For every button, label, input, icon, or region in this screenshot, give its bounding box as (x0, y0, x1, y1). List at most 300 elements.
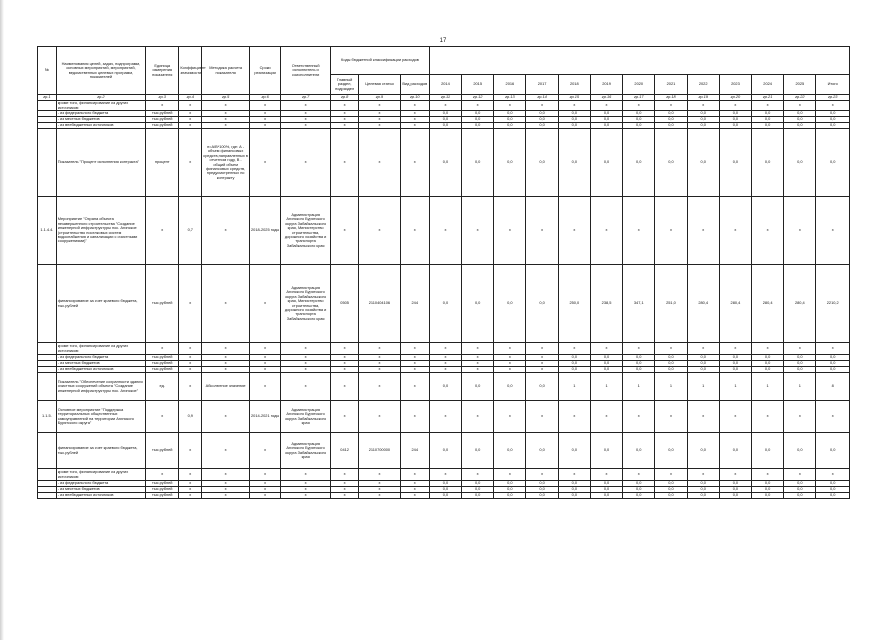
table-cell: х (494, 401, 526, 433)
table-cell: 0,7 (179, 197, 202, 265)
table-cell: Администрация Агинского Бурятского округа Забайкальского края (281, 401, 331, 433)
table-cell: х (331, 111, 359, 117)
table-cell: 0,0 (752, 129, 784, 197)
table-cell: 0,0 (687, 355, 719, 361)
row-name-cell: кроме того, финансирование из других источников: (56, 343, 145, 355)
table-cell: х (526, 197, 558, 265)
table-cell: х (590, 401, 622, 433)
table-cell: 0,0 (719, 487, 751, 493)
table-cell: х (784, 101, 816, 111)
table-cell: 0,0 (752, 111, 784, 117)
table-cell: х (250, 129, 281, 197)
table-cell: х (359, 111, 401, 117)
table-row (38, 197, 850, 265)
table-cell: х (400, 373, 429, 401)
table-cell: х (494, 197, 526, 265)
table-cell: х (429, 355, 461, 361)
table-cell: х (146, 469, 179, 481)
table-cell: 0,0 (558, 361, 590, 367)
row-name-cell: - из местных бюджетов (56, 117, 145, 123)
table-cell: 0,0 (590, 493, 622, 499)
table-cell: 0,0 (590, 487, 622, 493)
table-cell: тыс.рублей (146, 117, 179, 123)
table-cell: 0,0 (526, 433, 558, 469)
table-cell: 2110700000 (359, 433, 401, 469)
table-cell: х (281, 123, 331, 129)
table-cell: 0,0 (494, 481, 526, 487)
table-cell: 0,0 (494, 129, 526, 197)
table-cell: 1 (784, 373, 816, 401)
table-cell: х (179, 361, 202, 367)
table-cell: х (816, 197, 850, 265)
table-cell: х (558, 469, 590, 481)
row-name-cell: Показатель "Обеспечение сохранности здания очистных сооружений объекта "Создание инженерной инфраструктуры пос. Агинское" (56, 373, 145, 401)
table-cell: х (359, 123, 401, 129)
table-cell: 0,0 (429, 123, 461, 129)
table-cell: 0,0 (784, 111, 816, 117)
table-cell: х (331, 361, 359, 367)
table-cell: х (202, 111, 250, 117)
table-cell: х (784, 401, 816, 433)
table-cell: 0,0 (590, 361, 622, 367)
table-cell: х (250, 481, 281, 487)
table-cell: 0,0 (429, 129, 461, 197)
table-cell: х (281, 487, 331, 493)
header-year: 2014 (429, 75, 461, 95)
table-cell: 0,0 (623, 367, 655, 373)
table-cell: х (359, 487, 401, 493)
table-cell: х (400, 101, 429, 111)
table-cell: х (687, 197, 719, 265)
table-cell: 0,0 (623, 487, 655, 493)
column-number: гр.5 (202, 95, 250, 101)
row-name-cell: финансирование за счет краевого бюджета, тыс.рублей (56, 265, 145, 343)
table-cell: х (558, 343, 590, 355)
table-cell: 0,0 (719, 355, 751, 361)
table-cell: 1 (590, 373, 622, 401)
table-row (38, 129, 850, 197)
table-row (38, 373, 850, 401)
table-row (38, 433, 850, 469)
table-cell: 0,0 (816, 481, 850, 487)
table-cell: х (462, 469, 494, 481)
table-cell: х (816, 101, 850, 111)
header-year: 2019 (590, 75, 622, 95)
row-name-cell: - из внебюджетных источников (56, 123, 145, 129)
header-year: 2015 (462, 75, 494, 95)
table-cell: х (359, 117, 401, 123)
table-cell: тыс.рублей (146, 433, 179, 469)
table-cell: х (558, 197, 590, 265)
table-cell: 347,1 (623, 265, 655, 343)
table-cell: х (281, 469, 331, 481)
column-number: гр.6 (250, 95, 281, 101)
table-cell: х (281, 117, 331, 123)
table-cell: х (526, 361, 558, 367)
column-number: гр.17 (623, 95, 655, 101)
table-cell: х (719, 343, 751, 355)
table-cell: 0,0 (590, 111, 622, 117)
table-cell: 0412 (331, 433, 359, 469)
table-cell: х (784, 343, 816, 355)
row-number-cell (38, 493, 57, 499)
header-target: Целевая статья (359, 75, 401, 95)
table-cell: х (462, 367, 494, 373)
table-cell: 0,0 (623, 123, 655, 129)
table-cell: 0,0 (590, 129, 622, 197)
table-cell: х (202, 367, 250, 373)
table-cell: 0,0 (462, 481, 494, 487)
table-cell: 0,0 (816, 111, 850, 117)
table-cell: х (429, 197, 461, 265)
table-cell: х (359, 367, 401, 373)
table-cell: х (558, 401, 590, 433)
table-cell: 244 (400, 433, 429, 469)
table-cell: х (816, 343, 850, 355)
table-cell: х (202, 487, 250, 493)
table-cell: 0,0 (526, 265, 558, 343)
table-cell: 0,0 (816, 433, 850, 469)
table-cell: х (429, 401, 461, 433)
table-cell: 0,0 (429, 487, 461, 493)
table-cell: 0,0 (558, 117, 590, 123)
column-number: гр.8 (331, 95, 359, 101)
table-cell: тыс.рублей (146, 487, 179, 493)
header-responsible: Ответственный исполнитель и соисполнители (281, 47, 331, 95)
table-cell: 0,0 (816, 123, 850, 129)
table-cell: 0,0 (784, 367, 816, 373)
table-cell: 0,0 (655, 367, 687, 373)
table-cell: х (400, 123, 429, 129)
table-cell: 0,0 (558, 493, 590, 499)
table-cell: х (590, 469, 622, 481)
table-cell: 2210,2 (816, 265, 850, 343)
table-cell: 0,0 (687, 129, 719, 197)
row-number-cell (38, 433, 57, 469)
table-cell: 0,0 (784, 481, 816, 487)
table-cell: х (250, 355, 281, 361)
table-cell: 238,5 (590, 265, 622, 343)
table-cell: х (655, 401, 687, 433)
table-cell: х (281, 129, 331, 197)
table-cell: х (281, 493, 331, 499)
row-name-cell: Основное мероприятие "Поддержка территориальных общественных самоуправлений на территории Агинского Бурятского округа" (56, 401, 145, 433)
table-cell: 0,0 (558, 487, 590, 493)
table-cell: х (400, 493, 429, 499)
table-cell: 0,0 (784, 433, 816, 469)
table-cell: 0,0 (494, 433, 526, 469)
table-cell: х (462, 401, 494, 433)
header-year: 2020 (623, 75, 655, 95)
table-cell: 0,0 (526, 123, 558, 129)
table-cell: 0,0 (687, 487, 719, 493)
row-name-cell: - из внебюджетных источников (56, 493, 145, 499)
table-cell: 0,0 (623, 111, 655, 117)
table-cell: х (331, 123, 359, 129)
table-cell: х (250, 123, 281, 129)
table-cell: Абсолютное значение (202, 373, 250, 401)
table-cell: 0,0 (816, 493, 850, 499)
table-cell: х (331, 481, 359, 487)
table-cell: 0,0 (752, 487, 784, 493)
row-name-cell: - из федерального бюджета (56, 481, 145, 487)
table-cell: 0,0 (784, 117, 816, 123)
column-number: гр.19 (687, 95, 719, 101)
table-cell: х (281, 111, 331, 117)
table-cell: 280,4 (752, 265, 784, 343)
table-cell: х (331, 487, 359, 493)
header-year: 2017 (526, 75, 558, 95)
table-cell: х (179, 343, 202, 355)
table-cell: х (146, 101, 179, 111)
column-number: гр.21 (752, 95, 784, 101)
table-cell: 0,0 (494, 123, 526, 129)
table-cell: х (784, 197, 816, 265)
header-year: 2025 (784, 75, 816, 95)
table-cell: 0,0 (590, 481, 622, 487)
table-cell: х (179, 129, 202, 197)
table-cell: тыс.рублей (146, 123, 179, 129)
table-cell: х (400, 401, 429, 433)
table-cell: х (331, 401, 359, 433)
table-cell: х (202, 355, 250, 361)
table-cell: 0,0 (558, 123, 590, 129)
table-cell: х (281, 343, 331, 355)
table-cell: х (494, 101, 526, 111)
table-cell: 0,0 (719, 129, 751, 197)
table-cell: 250,0 (558, 265, 590, 343)
table-cell: х (146, 197, 179, 265)
table-cell: х (179, 487, 202, 493)
table-cell: 0,0 (655, 481, 687, 487)
table-cell: 0,0 (719, 481, 751, 487)
table-cell: 0,0 (623, 493, 655, 499)
table-cell: х (752, 101, 784, 111)
table-cell: х (202, 197, 250, 265)
table-cell: 0,0 (784, 123, 816, 129)
table-cell: х (250, 111, 281, 117)
table-cell: х (494, 355, 526, 361)
header-total: Итого (816, 75, 850, 95)
column-number: гр.2 (56, 95, 145, 101)
table-cell: 0,0 (687, 481, 719, 487)
page-number: 17 (439, 38, 447, 44)
header-year: 2016 (494, 75, 526, 95)
table-cell: х (429, 469, 461, 481)
table-cell: 0,0 (655, 433, 687, 469)
table-cell: 0,0 (526, 493, 558, 499)
table-cell: 280,4 (784, 265, 816, 343)
table-cell: х (281, 101, 331, 111)
table-cell: х (462, 343, 494, 355)
table-cell: 0,0 (462, 129, 494, 197)
table-cell: 0,0 (719, 433, 751, 469)
table-cell: х (359, 469, 401, 481)
table-cell: 0,0 (462, 487, 494, 493)
table-cell: 0,0 (494, 117, 526, 123)
table-cell: х (331, 197, 359, 265)
row-name-cell: - из федерального бюджета (56, 355, 145, 361)
header-section: Главный раздел, подраздел (331, 75, 359, 95)
table-cell: 1 (623, 373, 655, 401)
table-cell: х (494, 367, 526, 373)
row-name-cell: кроме того, финансирование из других источников: (56, 101, 145, 111)
table-cell: 2110404106 (359, 265, 401, 343)
table-cell: 0,0 (623, 355, 655, 361)
table-cell: 0,0 (784, 361, 816, 367)
table-cell: тыс.рублей (146, 355, 179, 361)
table-cell: х (784, 469, 816, 481)
table-cell: х (331, 469, 359, 481)
table-cell: х (202, 469, 250, 481)
table-cell: х (179, 111, 202, 117)
table-cell: х (250, 343, 281, 355)
table-cell: 0,0 (526, 129, 558, 197)
table-cell: х (462, 361, 494, 367)
row-number-cell (38, 129, 57, 197)
column-number: гр.14 (526, 95, 558, 101)
table-cell: х (179, 481, 202, 487)
row-name-cell: финансирование за счет краевого бюджета, тыс.рублей (56, 433, 145, 469)
table-cell: процент (146, 129, 179, 197)
table-cell: х (400, 355, 429, 361)
table-cell: 0,0 (526, 487, 558, 493)
table-cell: х (331, 493, 359, 499)
table-cell: 0,0 (719, 123, 751, 129)
table-cell: 0,0 (752, 355, 784, 361)
row-name-cell: Мероприятие "Охрана объекта незавершенного строительства "Создание инженерной инфраструктуры пос. Агинское (строительство поселковых систем водоснабжения и канализации с очистными сооружениями)" (56, 197, 145, 265)
table-cell: х (179, 355, 202, 361)
table-cell: 0,0 (655, 355, 687, 361)
table-cell: х (752, 197, 784, 265)
table-cell: 0,0 (687, 433, 719, 469)
table-cell: 0,0 (687, 123, 719, 129)
table-cell: х (202, 265, 250, 343)
table-cell: 0,0 (752, 117, 784, 123)
table-cell: 0,0 (655, 123, 687, 129)
column-number: гр.10 (400, 95, 429, 101)
table-cell: х (752, 401, 784, 433)
table-cell: 0,0 (623, 361, 655, 367)
table-cell: х (359, 493, 401, 499)
table-cell: 0,9 (179, 401, 202, 433)
table-cell: х (359, 101, 401, 111)
table-cell: 0,0 (623, 481, 655, 487)
table-cell: 0,0 (816, 367, 850, 373)
table-cell: 0,0 (816, 129, 850, 197)
table-cell: 0,0 (687, 111, 719, 117)
scan-edge-shadow (0, 0, 4, 640)
table-cell: тыс.рублей (146, 361, 179, 367)
header-year: 2022 (687, 75, 719, 95)
header-coef: Коэффициент значимости (179, 47, 202, 95)
table-cell: х (590, 197, 622, 265)
table-cell: х (146, 343, 179, 355)
header-years-group (429, 47, 849, 75)
table-cell: 0,0 (558, 367, 590, 373)
table-cell: х (400, 111, 429, 117)
table-cell: х (526, 367, 558, 373)
table-cell: 1 (719, 373, 751, 401)
table-row (38, 469, 850, 481)
table-cell: 0,0 (784, 493, 816, 499)
table-cell: 0,0 (623, 433, 655, 469)
table-cell: х (179, 101, 202, 111)
table-cell: 0,0 (494, 487, 526, 493)
table-row (38, 265, 850, 343)
table-cell: 0,0 (719, 117, 751, 123)
row-name-cell: - из федерального бюджета (56, 111, 145, 117)
table-cell: х (281, 355, 331, 361)
table-cell: х (331, 343, 359, 355)
table-cell: 0,0 (590, 433, 622, 469)
header-name: Наименования целей, задач, подпрограмм, основных мероприятий, мероприятий, ведомственных целевых программ, показателей (56, 47, 145, 95)
table-cell: х (623, 469, 655, 481)
table-cell: х (526, 343, 558, 355)
table-cell: х (359, 355, 401, 361)
table-cell: х (400, 367, 429, 373)
table-cell: х (623, 401, 655, 433)
table-cell: х (331, 101, 359, 111)
table-cell: х (623, 197, 655, 265)
table-cell: х (400, 197, 429, 265)
table-cell: х (359, 129, 401, 197)
table-cell: 0,0 (462, 265, 494, 343)
table-cell: х (494, 469, 526, 481)
table-cell: х (400, 487, 429, 493)
table-cell: 0,0 (752, 361, 784, 367)
table-cell: х (816, 401, 850, 433)
table-cell: х (400, 129, 429, 197)
table-cell: 0,0 (623, 129, 655, 197)
header-term: Сроки реализации (250, 47, 281, 95)
table-cell: х (526, 401, 558, 433)
table-cell: 280,4 (719, 265, 751, 343)
table-cell: 0,0 (752, 433, 784, 469)
table-cell: 0,0 (655, 129, 687, 197)
column-number: гр.15 (558, 95, 590, 101)
row-name-cell: Показатель "Процент исполнения контракта" (56, 129, 145, 197)
table-cell: х (250, 361, 281, 367)
column-number: гр.20 (719, 95, 751, 101)
row-number-cell (38, 343, 57, 355)
table-cell: х (429, 343, 461, 355)
table-cell: Администрация Агинского Бурятского округа Забайкальского края (281, 433, 331, 469)
table-cell: 0,0 (655, 487, 687, 493)
table-cell: 0,0 (558, 111, 590, 117)
table-cell: 0,0 (816, 355, 850, 361)
table-cell: х (331, 117, 359, 123)
column-number: гр.11 (429, 95, 461, 101)
row-number-cell (38, 265, 57, 343)
table-cell: тыс.рублей (146, 493, 179, 499)
table-cell: 1 (655, 373, 687, 401)
table-cell: х (331, 129, 359, 197)
table-cell: х (202, 493, 250, 499)
table-cell: х (250, 493, 281, 499)
header-year: 2021 (655, 75, 687, 95)
column-number: гр.23 (816, 95, 850, 101)
table-cell: 0,0 (526, 373, 558, 401)
table-cell: х (179, 367, 202, 373)
table-cell: х (623, 343, 655, 355)
table-cell: х (179, 117, 202, 123)
table-cell: 244 (400, 265, 429, 343)
table-cell: 0,0 (655, 111, 687, 117)
header-unit: Единица измерения показателя (146, 47, 179, 95)
column-number: гр.9 (359, 95, 401, 101)
table-cell: 0,0 (784, 355, 816, 361)
